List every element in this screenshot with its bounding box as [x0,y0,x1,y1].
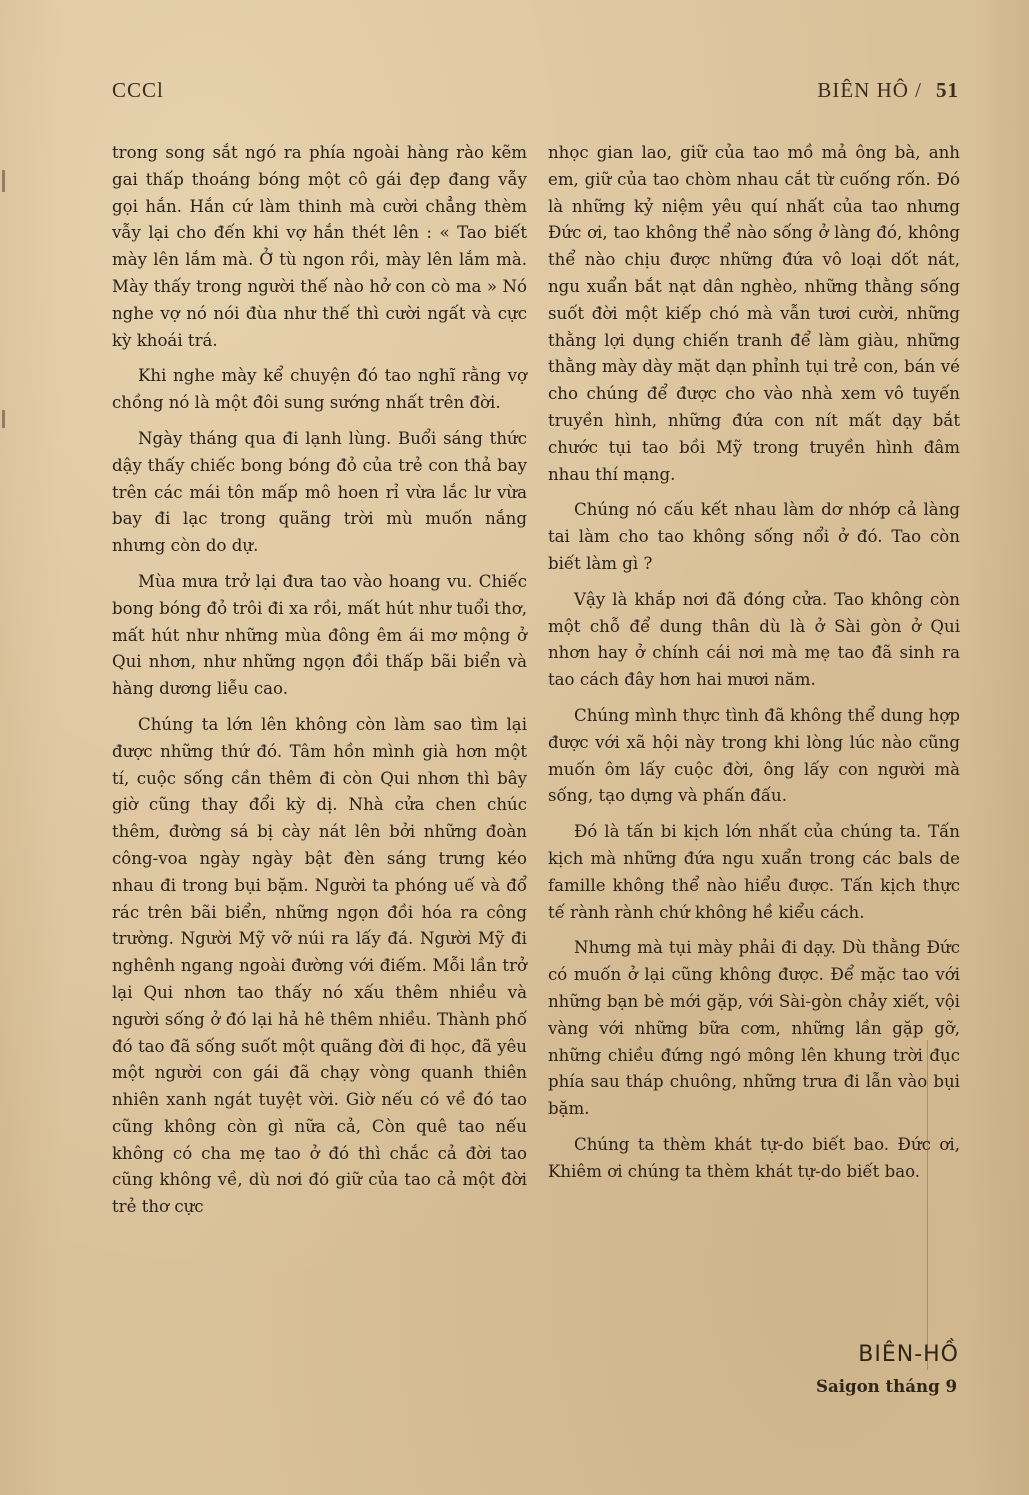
left-column [112,140,527,1230]
paragraph: nhọc gian lao, giữ của tao mồ mả ông bà, anh em, giữ của tao chòm nhau cắt từ cuống rốn. Đó là những kỷ niệm yêu quí nhất của tao nhưng Đức ơi, tao không thể nào sống ở làng đó, không thể nào chịu được những đứa vô loại dốt nát, ngu xuẩn bắt nạt dân nghèo, những thằng sống suốt đời một kiếp chó mà vẫn tươi cười, những thằng lợi dụng chiến tranh để làm giàu, những thằng mày dày mặt dạn phỉnh tụi trẻ con, bán vé cho chúng để được cho vào nhà xem vô tuyến truyền hình, những đứa con nít mất dạy bắt chước tụi tao bồi Mỹ trong truyền hình đâm nhau thí mạng. [548,143,960,484]
author-signature: BIÊN-HỒ [858,1342,959,1367]
paragraph: Chúng mình thực tình đã không thể dung hợp được với xã hội này trong khi lòng lúc nào cũng muốn ôm lấy cuộc đời, ông lấy con người mà sống, tạo dựng và phấn đấu. [548,705,960,806]
header-right [817,78,959,103]
paragraph: Khi nghe mày kể chuyện đó tao nghĩ rằng vợ chồng nó là một đôi sung sướng nhất trên đời. [112,366,527,413]
paragraph: Đó là tấn bi kịch lớn nhất của chúng ta. Tấn kịch mà những đứa ngu xuẩn trong các bals de famille không thể nào hiểu được. Tấn kịch thực tế rành rành chứ không hề kiểu cách. [548,822,960,922]
paragraph: Chúng nó cấu kết nhau làm dơ nhớp cả làng tai làm cho tao không sống nổi ở đó. Tao còn biết làm gì ? [548,500,960,573]
page-header [112,78,959,110]
dateline: Saigon tháng 9 [815,1376,957,1396]
paragraph: Vậy là khắp nơi đã đóng cửa. Tao không còn một chỗ để dung thân dù là ở Sài gòn ở Qui nhơn hay ở chính cái nơi mà mẹ tao đã sinh ra tao cách đây hơn hai mươi năm. [548,589,960,690]
paragraph: Chúng ta lớn lên không còn làm sao tìm lại được những thứ đó. Tâm hồn mình già hơn một tí, cuộc sống cần thêm đi còn Qui nhơn thì bây giờ cũng thay đổi kỳ dị. Nhà cửa chen chúc thêm, đường sá bị cày nát lên bởi những đoàn công-voa ngày ngày bật đèn sáng trưng kéo nhau đi trong bụi bặm. Người ta phóng uế và đổ rác trên bãi biển, những ngọn đồi hóa ra công trường. Người Mỹ vỡ núi ra lấy đá. Người Mỹ đi nghênh ngang ngoài đường với điếm. Mỗi lần trở lại Qui nhơn tao thấy nó xấu thêm nhiều và người sống ở đó lại hả hê thêm nhiều. Thành phố đó tao đã sống suốt một quãng đời đi học, đã yêu một người con gái đã chạy vòng quanh thiên nhiên xanh ngát tuyệt vời. Giờ nếu có về đó tao cũng không còn gì nữa cả, Còn quê tao nếu không có cha mẹ tao ở đó thì chắc cả đời tao cũng không về, dù nơi đó giữ của tao cả một đời trẻ thơ cực [112,714,527,1217]
paragraph: Chúng ta thèm khát tự-do biết bao. Đức ơi, Khiêm ơi chúng ta thèm khát tự-do biết bao. [548,1134,960,1181]
paragraph: Ngày tháng qua đi lạnh lùng. Buổi sáng thức dậy thấy chiếc bong bóng đỏ của trẻ con thả bay trên các mái tôn mấp mô hoen rỉ vừa lắc lư vừa bay đi lạc trong quãng trời mù muốn nắng nhưng còn do dự. [112,428,527,556]
edge-mark [2,410,5,428]
edge-mark [2,170,5,192]
right-column [548,140,960,1194]
header-left-label: CCCl [112,78,164,102]
paragraph: Mùa mưa trở lại đưa tao vào hoang vu. Chiếc bong bóng đỏ trôi đi xa rồi, mất hút như tuổi thơ, mất hút như những mùa đông êm ái mơ mộng ở Qui nhơn, như những ngọn đồi thấp bãi biển và hàng dương liễu cao. [112,571,527,699]
paragraph: trong song sắt ngó ra phía ngoài hàng rào kẽm gai thấp thoáng bóng một cô gái đẹp đang vẫy gọi hắn. Hắn cứ làm thinh mà cười chẳng thèm vẫy lại cho đến khi vợ hắn thét lên : « Tao biết mày lên lắm mà. Ở tù ngon rồi, mày lên lắm mà. Mày thấy trong người thế nào hở con cò ma » Nó nghe vợ nó nói đùa như thế thì cười ngất và cực kỳ khoái trá. [112,143,527,350]
header-author-label: BIÊN HÔ / [817,78,922,102]
page-number: 51 [936,78,959,102]
paragraph: Nhưng mà tụi mày phải đi dạy. Dù thằng Đức có muốn ở lại cũng không được. Để mặc tao với những bạn bè mới gặp, với Sài-gòn chảy xiết, vội vàng với những bữa cơm, những lần gặp gỡ, những chiều đứng ngó mông lên khung trời đục phía sau tháp chuông, những trưa đi lẫn vào bụi bặm. [548,938,960,1119]
paper-crease [927,1040,928,1370]
